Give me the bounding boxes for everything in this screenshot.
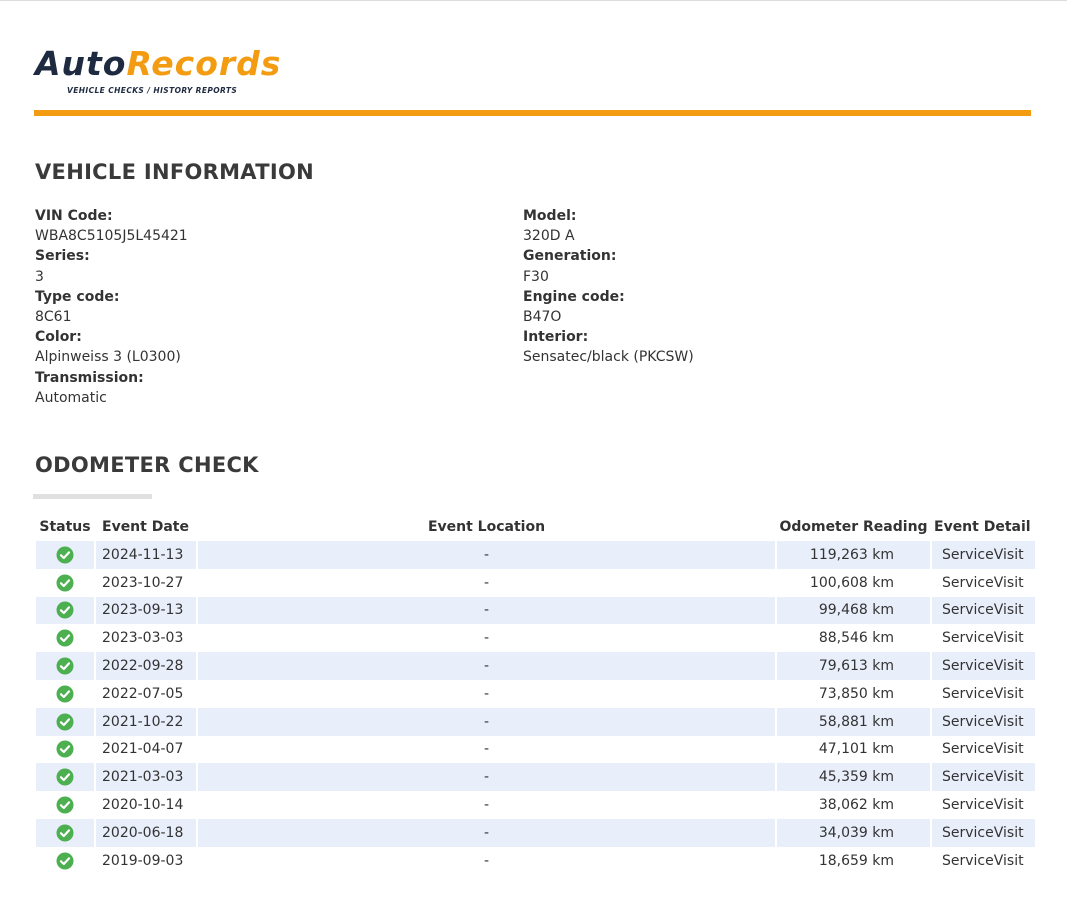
- event-date-cell: 2023-09-13: [96, 597, 196, 625]
- table-row: [36, 680, 1035, 708]
- event-location-cell: -: [198, 763, 775, 791]
- status-cell: [36, 652, 94, 680]
- table-row: [36, 541, 1035, 569]
- status-cell: [36, 569, 94, 597]
- table-row: [36, 708, 1035, 736]
- col-header-event-location: Event Location: [427, 519, 546, 535]
- check-circle-icon: [56, 852, 74, 870]
- field-label: Interior:: [523, 329, 589, 346]
- check-circle-icon: [56, 768, 74, 786]
- event-location-cell: -: [483, 630, 490, 647]
- odometer-check-title: ODOMETER CHECK: [35, 453, 259, 477]
- odometer-reading-cell: 47,101 km: [818, 741, 894, 758]
- field-label: Transmission:: [35, 369, 144, 386]
- field-label: VIN Code:: [35, 208, 113, 224]
- check-circle-icon: [56, 713, 74, 731]
- field-value: Automatic: [35, 389, 107, 406]
- event-location-cell: -: [483, 574, 490, 591]
- odometer-reading-cell: 119,263 km: [777, 541, 930, 569]
- col-header-event-detail: Event Detail: [934, 519, 1031, 535]
- field-value: F30: [523, 268, 549, 285]
- status-cell: [36, 791, 94, 819]
- field-label: Model:: [523, 208, 577, 224]
- odometer-reading-cell: 34,039 km: [777, 819, 930, 847]
- status-cell: [36, 708, 94, 736]
- status-cell: [36, 736, 94, 764]
- odometer-reading-cell: 58,881 km: [777, 708, 930, 736]
- brand-logo[interactable]: [35, 44, 281, 95]
- field-value: WBA8C5105J5L45421: [35, 228, 188, 245]
- odometer-table-header: [36, 513, 1035, 541]
- event-date-cell: 2023-03-03: [102, 630, 184, 647]
- event-detail-cell: ServiceVisit: [932, 652, 1035, 680]
- status-cell: [36, 763, 94, 791]
- odometer-reading-cell: 73,850 km: [818, 685, 894, 702]
- event-location-cell: -: [483, 741, 490, 758]
- check-circle-icon: [56, 601, 74, 619]
- check-circle-icon: [56, 740, 74, 758]
- event-date-cell: 2022-09-28: [96, 652, 196, 680]
- check-circle-icon: [56, 685, 74, 703]
- table-row: [36, 847, 1035, 875]
- event-date-cell: 2022-07-05: [102, 685, 184, 702]
- odometer-reading-cell: 18,659 km: [818, 852, 894, 869]
- status-cell: [36, 597, 94, 625]
- event-detail-cell: ServiceVisit: [932, 763, 1035, 791]
- check-circle-icon: [56, 629, 74, 647]
- col-header-odometer-reading: Odometer Reading: [779, 519, 928, 535]
- odometer-reading-cell: 38,062 km: [818, 797, 894, 814]
- col-header-event-date: Event Date: [102, 519, 189, 535]
- check-circle-icon: [56, 824, 74, 842]
- event-location-cell: -: [483, 685, 490, 702]
- odometer-table: [34, 513, 1037, 875]
- field-value: Alpinweiss 3 (L0300): [35, 349, 181, 366]
- event-location-cell: -: [198, 652, 775, 680]
- vehicle-info-right-column: [523, 206, 943, 368]
- check-circle-icon: [56, 657, 74, 675]
- field-value: B47O: [523, 308, 562, 325]
- status-cell: [36, 541, 94, 569]
- field-label: Engine code:: [523, 288, 625, 305]
- logo-wordmark: [35, 44, 281, 84]
- event-detail-cell: ServiceVisit: [932, 541, 1035, 569]
- event-detail-cell: ServiceVisit: [932, 819, 1035, 847]
- odometer-reading-cell: 99,468 km: [777, 597, 930, 625]
- event-date-cell: 2021-03-03: [96, 763, 196, 791]
- vehicle-info-title: VEHICLE INFORMATION: [35, 160, 314, 184]
- table-row: [36, 819, 1035, 847]
- odometer-title-underline: [33, 494, 152, 499]
- field-value: Sensatec/black (PKCSW): [523, 349, 694, 366]
- check-circle-icon: [56, 546, 74, 564]
- event-date-cell: 2021-04-07: [102, 741, 184, 758]
- vehicle-info-left-column: [35, 206, 455, 408]
- event-location-cell: -: [483, 852, 490, 869]
- odometer-reading-cell: 100,608 km: [809, 574, 894, 591]
- event-detail-cell: ServiceVisit: [942, 574, 1024, 591]
- table-row: [36, 569, 1035, 597]
- field-label: Type code:: [35, 288, 120, 305]
- table-row: [36, 652, 1035, 680]
- event-detail-cell: ServiceVisit: [942, 852, 1024, 869]
- field-label: Generation:: [523, 248, 617, 265]
- event-date-cell: 2020-06-18: [96, 819, 196, 847]
- event-date-cell: 2023-10-27: [102, 574, 184, 591]
- odometer-table-body: [36, 541, 1035, 875]
- event-detail-cell: ServiceVisit: [942, 630, 1024, 647]
- event-location-cell: -: [198, 819, 775, 847]
- field-value: 320D A: [523, 228, 575, 245]
- event-detail-cell: ServiceVisit: [942, 797, 1024, 814]
- event-date-cell: 2021-10-22: [96, 708, 196, 736]
- table-row: [36, 597, 1035, 625]
- event-date-cell: 2024-11-13: [96, 541, 196, 569]
- logo-part-records: Records: [126, 44, 282, 83]
- odometer-reading-cell: 79,613 km: [777, 652, 930, 680]
- event-location-cell: -: [198, 597, 775, 625]
- field-label: Series:: [35, 248, 90, 265]
- field-value: 3: [35, 268, 44, 285]
- odometer-reading-cell: 88,546 km: [818, 630, 894, 647]
- status-cell: [36, 624, 94, 652]
- top-border: [0, 0, 1067, 1]
- check-circle-icon: [56, 574, 74, 592]
- status-cell: [36, 847, 94, 875]
- check-circle-icon: [56, 796, 74, 814]
- event-date-cell: 2020-10-14: [102, 797, 184, 814]
- event-date-cell: 2019-09-03: [102, 852, 184, 869]
- table-row: [36, 763, 1035, 791]
- status-cell: [36, 680, 94, 708]
- table-row: [36, 791, 1035, 819]
- header-accent-bar: [34, 110, 1031, 116]
- logo-part-auto: Auto: [35, 44, 127, 83]
- event-location-cell: -: [198, 708, 775, 736]
- event-detail-cell: ServiceVisit: [942, 685, 1024, 702]
- event-detail-cell: ServiceVisit: [932, 708, 1035, 736]
- event-location-cell: -: [483, 797, 490, 814]
- status-cell: [36, 819, 94, 847]
- odometer-reading-cell: 45,359 km: [777, 763, 930, 791]
- table-row: [36, 624, 1035, 652]
- field-value: 8C61: [35, 308, 72, 325]
- event-detail-cell: ServiceVisit: [932, 597, 1035, 625]
- table-row: [36, 736, 1035, 764]
- event-detail-cell: ServiceVisit: [942, 741, 1024, 758]
- col-header-status: Status: [39, 519, 91, 535]
- field-label: Color:: [35, 329, 82, 346]
- logo-tagline: VEHICLE CHECKS / HISTORY REPORTS: [67, 86, 238, 95]
- event-location-cell: -: [198, 541, 775, 569]
